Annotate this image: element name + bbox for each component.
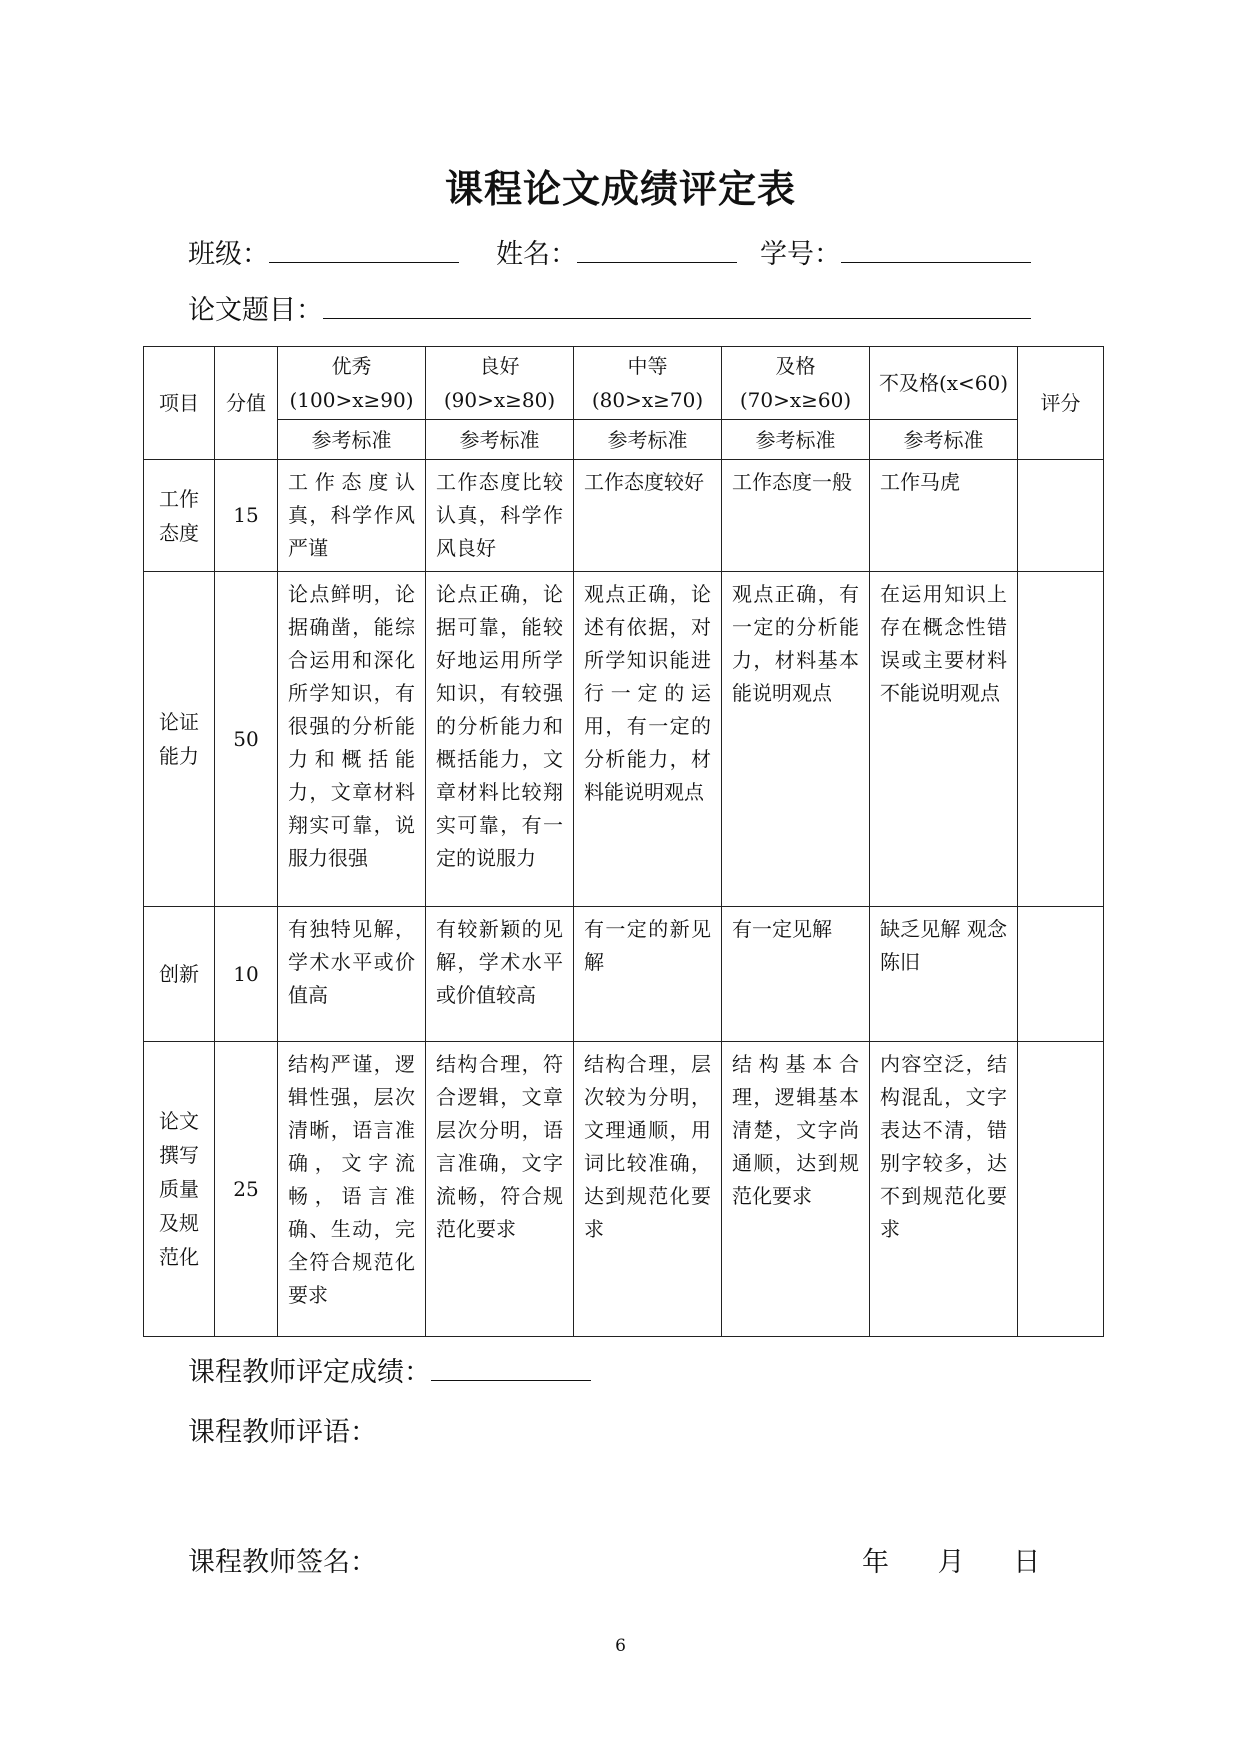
name-field	[496, 232, 737, 271]
student-id-blank[interactable]	[841, 236, 1031, 263]
criteria-cell: 结构合理，符合逻辑，文章层次分明，语言准确，文字流畅，符合规范化要求	[426, 1042, 574, 1337]
header-grade-excellent: 优秀 (100>x≥90)	[278, 347, 426, 420]
row-item-writing-quality: 论文撰写质量及规范化	[144, 1042, 215, 1337]
date-row	[862, 1540, 1040, 1579]
row-item-argument: 论证能力	[144, 572, 215, 907]
row-value: 50	[215, 572, 278, 907]
score-cell[interactable]	[1018, 1042, 1104, 1337]
topic-row	[188, 288, 1031, 327]
teacher-signature-label: 课程教师签名：	[188, 1547, 377, 1578]
score-cell[interactable]	[1018, 907, 1104, 1042]
year-label: 年	[862, 1547, 889, 1578]
criteria-cell: 在运用知识上存在概念性错误或主要材料不能说明观点	[870, 572, 1018, 907]
row-value: 25	[215, 1042, 278, 1337]
header-item: 项目	[144, 347, 215, 460]
teacher-grade-row	[188, 1350, 591, 1389]
reference-label: 参考标准	[278, 420, 426, 460]
criteria-cell: 有较新颖的见解，学术水平或价值较高	[426, 907, 574, 1042]
table-row	[144, 460, 1104, 572]
criteria-cell: 内容空泛，结构混乱，文字表达不清，错别字较多，达不到规范化要求	[870, 1042, 1018, 1337]
reference-label: 参考标准	[574, 420, 722, 460]
header-score: 评分	[1018, 347, 1104, 460]
criteria-cell: 工作态度一般	[722, 460, 870, 572]
day-label: 日	[1013, 1547, 1041, 1578]
student-id-label: 学号：	[760, 239, 841, 270]
class-field	[188, 232, 459, 271]
row-item-attitude: 工作态度	[144, 460, 215, 572]
criteria-cell: 论点鲜明，论据确凿，能综合运用和深化所学知识，有很强的分析能力和概括能力，文章材料翔实可靠，说服力很强	[278, 572, 426, 907]
page-number: 6	[615, 1636, 626, 1656]
header-score-value: 分值	[215, 347, 278, 460]
table-row	[144, 907, 1104, 1042]
teacher-comment-label: 课程教师评语：	[188, 1417, 377, 1448]
criteria-cell: 工作态度比较认真，科学作风良好	[426, 460, 574, 572]
grading-table	[143, 346, 1104, 1337]
header-grade-pass: 及格 (70>x≥60)	[722, 347, 870, 420]
reference-label: 参考标准	[426, 420, 574, 460]
teacher-grade-blank[interactable]	[431, 1354, 591, 1381]
topic-blank[interactable]	[323, 292, 1031, 319]
reference-label: 参考标准	[722, 420, 870, 460]
criteria-cell: 缺乏见解 观念陈旧	[870, 907, 1018, 1042]
student-id-field	[760, 232, 1031, 271]
criteria-cell: 结构合理，层次较为分明，文理通顺，用词比较准确，达到规范化要求	[574, 1042, 722, 1337]
month-label: 月	[937, 1547, 965, 1578]
header-row	[144, 347, 1104, 420]
class-blank[interactable]	[269, 236, 459, 263]
table-row	[144, 572, 1104, 907]
criteria-cell: 有一定的新见解	[574, 907, 722, 1042]
teacher-grade-label: 课程教师评定成绩：	[188, 1357, 431, 1388]
criteria-cell: 论点正确，论据可靠，能较好地运用所学知识，有较强的分析能力和概括能力，文章材料比较翔实可靠，有一定的说服力	[426, 572, 574, 907]
criteria-cell: 观点正确，论述有依据，对所学知识能进行一定的运用，有一定的分析能力，材料能说明观点	[574, 572, 722, 907]
row-value: 10	[215, 907, 278, 1042]
score-cell[interactable]	[1018, 572, 1104, 907]
page-title: 课程论文成绩评定表	[444, 167, 796, 211]
criteria-cell: 有一定见解	[722, 907, 870, 1042]
criteria-cell: 工作马虎	[870, 460, 1018, 572]
class-label: 班级：	[188, 239, 269, 270]
row-value: 15	[215, 460, 278, 572]
header-grade-good: 良好 (90>x≥80)	[426, 347, 574, 420]
reference-label: 参考标准	[870, 420, 1018, 460]
criteria-cell: 工作态度认真，科学作风严谨	[278, 460, 426, 572]
name-blank[interactable]	[577, 236, 737, 263]
header-grade-fail: 不及格(x<60)	[870, 347, 1018, 420]
topic-label: 论文题目：	[188, 295, 323, 326]
table-row	[144, 1042, 1104, 1337]
row-item-innovation: 创新	[144, 907, 215, 1042]
name-label: 姓名：	[496, 239, 577, 270]
criteria-cell: 观点正确，有一定的分析能力，材料基本能说明观点	[722, 572, 870, 907]
criteria-cell: 有独特见解，学术水平或价值高	[278, 907, 426, 1042]
score-cell[interactable]	[1018, 460, 1104, 572]
header-grade-medium: 中等 (80>x≥70)	[574, 347, 722, 420]
criteria-cell: 结构基本合理，逻辑基本清楚，文字尚通顺，达到规范化要求	[722, 1042, 870, 1337]
criteria-cell: 结构严谨，逻辑性强，层次清晰，语言准确，文字流畅，语言准确、生动，完全符合规范化要求	[278, 1042, 426, 1337]
criteria-cell: 工作态度较好	[574, 460, 722, 572]
reference-row	[144, 420, 1104, 460]
